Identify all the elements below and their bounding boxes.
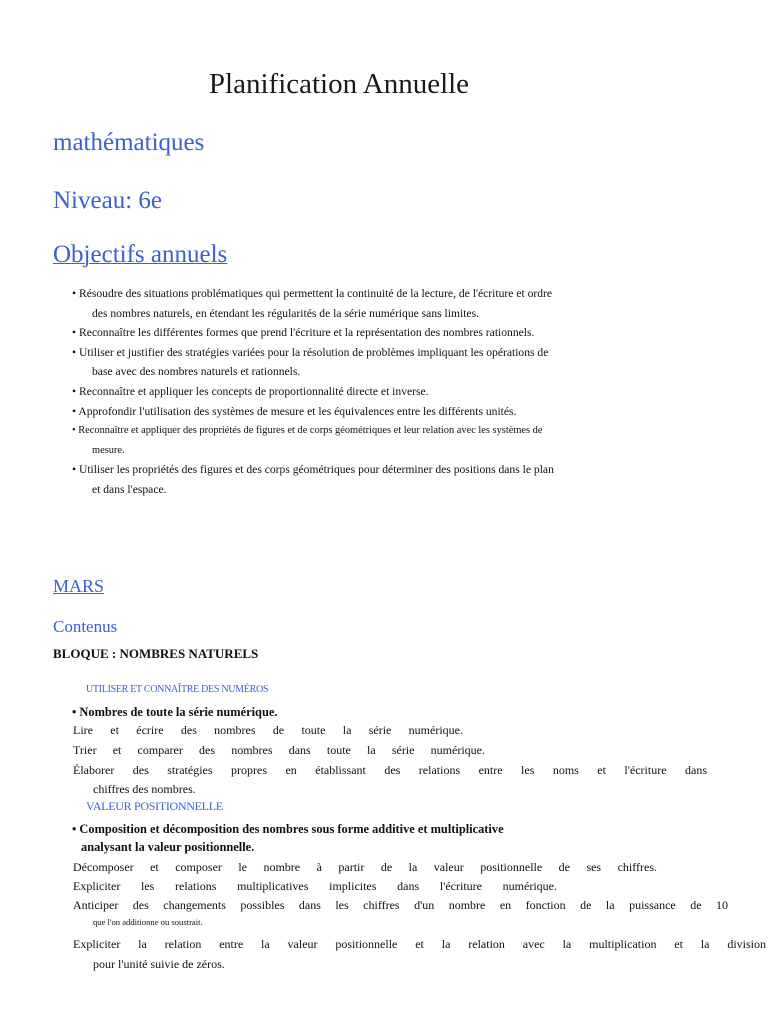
- section-heading-numbers: UTILISER ET CONNAÎTRE DES NUMÉROS: [86, 684, 269, 695]
- objective-item: • Reconnaître les différentes formes que prend l'écriture et la représentation des nombres rationnels.: [72, 326, 535, 340]
- objective-item: • Résoudre des situations problématiques qui permettent la continuité de la lecture, de l'écriture et ordre des nombres naturels, en étendant les régularités de la série numérique sans limites.: [72, 287, 553, 320]
- objectives-list: [72, 284, 562, 500]
- content-line: Lire et écrire des nombres de toute la série numérique.: [73, 723, 463, 737]
- section-bullet: • Nombres de toute la série numérique.: [72, 705, 278, 719]
- page-title: Planification Annuelle: [208, 68, 470, 100]
- content-line: Expliciter la relation entre la valeur positionnelle et la relation avec la multiplication et la division: [73, 937, 766, 951]
- section-heading-place-value: VALEUR POSITIONNELLE: [86, 799, 223, 813]
- level-heading: Niveau: 6e: [53, 187, 162, 214]
- content-line: Élaborer des stratégies propres en établissant des relations entre les noms et l'écriture dans: [73, 763, 707, 777]
- objective-item: • Utiliser et justifier des stratégies variées pour la résolution de problèmes impliquant les opérations de base avec des nombres naturels et rationnels.: [72, 345, 549, 379]
- content-line-continuation: pour l'unité suivie de zéros.: [93, 957, 225, 971]
- objectives-heading: Objectifs annuels: [53, 241, 228, 268]
- section-bullet-line: • Composition et décomposition des nombres sous forme additive et multiplicative: [72, 822, 504, 836]
- objective-item: • Utiliser les propriétés des figures et des corps géométriques pour déterminer des positions dans le plan et dans l'espace.: [72, 463, 554, 496]
- content-line: Décomposer et composer le nombre à partir de la valeur positionnelle de ses chiffres.: [73, 860, 657, 874]
- objective-item: • Approfondir l'utilisation des systèmes de mesure et les équivalences entre les différents unités.: [72, 404, 517, 418]
- content-line: Trier et comparer des nombres dans toute la série numérique.: [73, 743, 485, 757]
- block-title: BLOQUE : NOMBRES NATURELS: [53, 646, 259, 661]
- content-line: Expliciter les relations multiplicatives implicites dans l'écriture numérique.: [73, 879, 557, 893]
- objective-item: • Reconnaître et appliquer des propriétés de figures et de corps géométriques et leur relation avec les systèmes de mesure.: [72, 425, 543, 456]
- month-heading: [53, 575, 118, 597]
- subject-heading: mathématiques: [53, 129, 205, 156]
- month-label: MARS: [53, 576, 105, 596]
- section-bullet-continuation: analysant la valeur positionnelle.: [81, 840, 255, 854]
- section-bullet: [72, 820, 504, 856]
- small-note: que l'on additionne ou soustrait.: [93, 917, 203, 927]
- objective-item: • Reconnaître et appliquer les concepts de proportionnalité directe et inverse.: [72, 384, 429, 398]
- content-line-continuation: chiffres des nombres.: [93, 782, 196, 796]
- content-line: Anticiper des changements possibles dans les chiffres d'un nombre en fonction de la puissance de 10: [73, 898, 728, 912]
- contents-heading: Contenus: [53, 617, 118, 636]
